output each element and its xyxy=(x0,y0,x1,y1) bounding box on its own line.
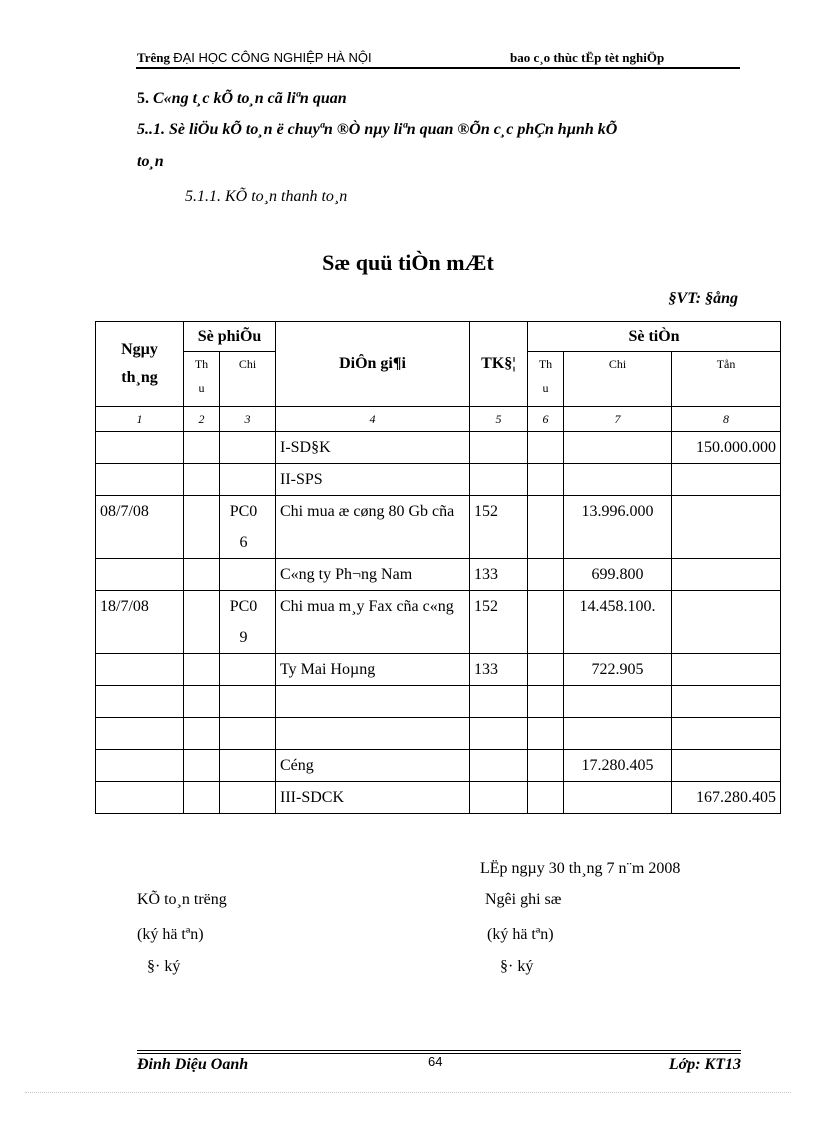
header-prefix: Trêng xyxy=(137,50,170,65)
cell-out-no xyxy=(220,464,276,496)
cell-balance xyxy=(672,750,781,782)
cell-out-amount xyxy=(564,718,672,750)
col-number: 5 xyxy=(470,407,528,432)
cell-balance: 167.280.405 xyxy=(672,782,781,814)
col-number: 2 xyxy=(184,407,220,432)
header-school: ĐẠI HỌC CÔNG NGHIỆP HÀ NỘI xyxy=(173,50,372,65)
cell-date xyxy=(96,464,184,496)
cell-account xyxy=(470,686,528,718)
cell-account xyxy=(470,718,528,750)
table-row xyxy=(96,432,781,464)
footer-author: Đinh Diệu Oanh xyxy=(137,1056,249,1073)
section-51-heading-line1: 5..1. Sè liÖu kÕ to¸n ë chuyªn ®Ò nµy liªn quan ®Õn c¸c phÇn hµnh kÕ xyxy=(137,121,618,138)
cell-in-no xyxy=(184,686,220,718)
cell-description: C«ng ty Ph¬ng Nam xyxy=(276,559,470,591)
section-5-number: 5. xyxy=(137,90,149,107)
cell-account xyxy=(470,782,528,814)
cell-in-no xyxy=(184,718,220,750)
cell-description: Chi mua m¸y Fax cña c«ng xyxy=(276,591,470,654)
page-number: 64 xyxy=(428,1054,443,1069)
cell-description: Chi mua æ cøng 80 Gb cña xyxy=(276,496,470,559)
cell-account xyxy=(470,464,528,496)
col-header-balance: Tån xyxy=(672,352,781,407)
cell-in-amount xyxy=(528,591,564,654)
cell-in-no xyxy=(184,782,220,814)
cell-description xyxy=(276,686,470,718)
col-header-amount-in: Th u xyxy=(528,352,564,407)
header-left xyxy=(137,50,372,66)
cell-out-no xyxy=(220,432,276,464)
col-number: 6 xyxy=(528,407,564,432)
cell-in-amount xyxy=(528,782,564,814)
signature-date-line: LËp ngµy 30 th¸ng 7 n¨m 2008 xyxy=(480,860,681,877)
cell-in-no xyxy=(184,496,220,559)
cell-out-no xyxy=(220,686,276,718)
cell-balance xyxy=(672,686,781,718)
cell-balance xyxy=(672,591,781,654)
cell-description: Ty Mai Hoµng xyxy=(276,654,470,686)
cell-in-no xyxy=(184,464,220,496)
table-row xyxy=(96,559,781,591)
cell-account: 152 xyxy=(470,591,528,654)
cell-in-amount xyxy=(528,559,564,591)
ledger-title: Sæ quü tiÒn mÆt xyxy=(322,250,494,275)
header-right: bao c¸o thùc tËp tèt nghiÖp xyxy=(510,50,665,65)
col-header-amount: Sè tiÒn xyxy=(528,322,781,352)
cell-out-amount: 13.996.000 xyxy=(564,496,672,559)
cell-in-no xyxy=(184,750,220,782)
signature-right-role: Ngêi ghi sæ xyxy=(485,891,562,908)
col-header-description: DiÔn gi¶i xyxy=(276,322,470,407)
col-header-amount-out: Chi xyxy=(564,352,672,407)
cell-account xyxy=(470,750,528,782)
cell-date xyxy=(96,654,184,686)
col-number: 8 xyxy=(672,407,781,432)
cell-date: 18/7/08 xyxy=(96,591,184,654)
cell-account: 152 xyxy=(470,496,528,559)
cell-description xyxy=(276,718,470,750)
cell-out-amount xyxy=(564,686,672,718)
cell-out-amount xyxy=(564,782,672,814)
col-number: 3 xyxy=(220,407,276,432)
cell-in-amount xyxy=(528,750,564,782)
cell-description: II-SPS xyxy=(276,464,470,496)
signature-right-signed: §· ký xyxy=(500,958,534,975)
cell-out-no: PC09 xyxy=(220,591,276,654)
table-row xyxy=(96,782,781,814)
cell-description: I-SD§K xyxy=(276,432,470,464)
page-bottom-dotted-line xyxy=(25,1092,791,1093)
footer-class: Lớp: KT13 xyxy=(668,1056,741,1073)
col-number: 1 xyxy=(96,407,184,432)
table-row xyxy=(96,496,781,559)
col-header-account: TK§¦ xyxy=(470,322,528,407)
cell-out-amount: 14.458.100. xyxy=(564,591,672,654)
col-number: 7 xyxy=(564,407,672,432)
signature-left-note: (ký hä tªn) xyxy=(137,926,204,943)
column-number-row xyxy=(96,407,781,432)
cell-account: 133 xyxy=(470,559,528,591)
cell-out-no: PC06 xyxy=(220,496,276,559)
cell-date xyxy=(96,559,184,591)
table-row xyxy=(96,750,781,782)
col-header-voucher-out: Chi xyxy=(220,352,276,407)
cell-description: Céng xyxy=(276,750,470,782)
cell-balance xyxy=(672,718,781,750)
cell-date xyxy=(96,782,184,814)
section-5-text: C«ng t¸c kÕ to¸n cã liªn quan xyxy=(153,90,347,107)
section-511-heading: 5.1.1. KÕ to¸n thanh to¸n xyxy=(185,188,348,205)
cell-balance xyxy=(672,464,781,496)
cell-date: 08/7/08 xyxy=(96,496,184,559)
col-header-date: Ngµy th¸ng xyxy=(96,322,184,407)
cell-out-no xyxy=(220,718,276,750)
cell-out-no xyxy=(220,750,276,782)
cell-in-amount xyxy=(528,718,564,750)
cell-date xyxy=(96,718,184,750)
cell-balance: 150.000.000 xyxy=(672,432,781,464)
cell-in-amount xyxy=(528,654,564,686)
cell-date xyxy=(96,432,184,464)
cell-in-no xyxy=(184,591,220,654)
cell-balance xyxy=(672,496,781,559)
table-row xyxy=(96,686,781,718)
signature-left-role: KÕ to¸n trëng xyxy=(137,891,227,908)
cell-out-amount xyxy=(564,432,672,464)
cell-in-no xyxy=(184,432,220,464)
cell-in-no xyxy=(184,654,220,686)
cell-out-amount xyxy=(564,464,672,496)
table-row xyxy=(96,654,781,686)
cell-out-amount: 699.800 xyxy=(564,559,672,591)
cell-balance xyxy=(672,559,781,591)
footer-rule xyxy=(137,1050,741,1051)
cell-in-amount xyxy=(528,464,564,496)
cell-date xyxy=(96,686,184,718)
section-51-heading-line2: to¸n xyxy=(137,153,164,170)
section-5-heading xyxy=(137,90,347,108)
cell-in-no xyxy=(184,559,220,591)
col-number: 4 xyxy=(276,407,470,432)
cash-ledger-table xyxy=(95,321,781,814)
signature-left-signed: §· ký xyxy=(147,958,181,975)
cell-description: III-SDCK xyxy=(276,782,470,814)
cell-account: 133 xyxy=(470,654,528,686)
cell-account xyxy=(470,432,528,464)
cell-balance xyxy=(672,654,781,686)
col-header-voucher-in: Th u xyxy=(184,352,220,407)
cell-out-no xyxy=(220,654,276,686)
table-row xyxy=(96,591,781,654)
cell-in-amount xyxy=(528,432,564,464)
cell-in-amount xyxy=(528,496,564,559)
cell-in-amount xyxy=(528,686,564,718)
cell-date xyxy=(96,750,184,782)
cell-out-no xyxy=(220,559,276,591)
cell-out-amount: 722.905 xyxy=(564,654,672,686)
cell-out-no xyxy=(220,782,276,814)
cell-out-amount: 17.280.405 xyxy=(564,750,672,782)
ledger-unit: §VT: §ång xyxy=(668,290,738,307)
signature-right-note: (ký hä tªn) xyxy=(487,926,554,943)
table-row xyxy=(96,464,781,496)
table-row xyxy=(96,718,781,750)
col-header-voucher: Sè phiÕu xyxy=(184,322,276,352)
header-rule xyxy=(136,67,740,69)
